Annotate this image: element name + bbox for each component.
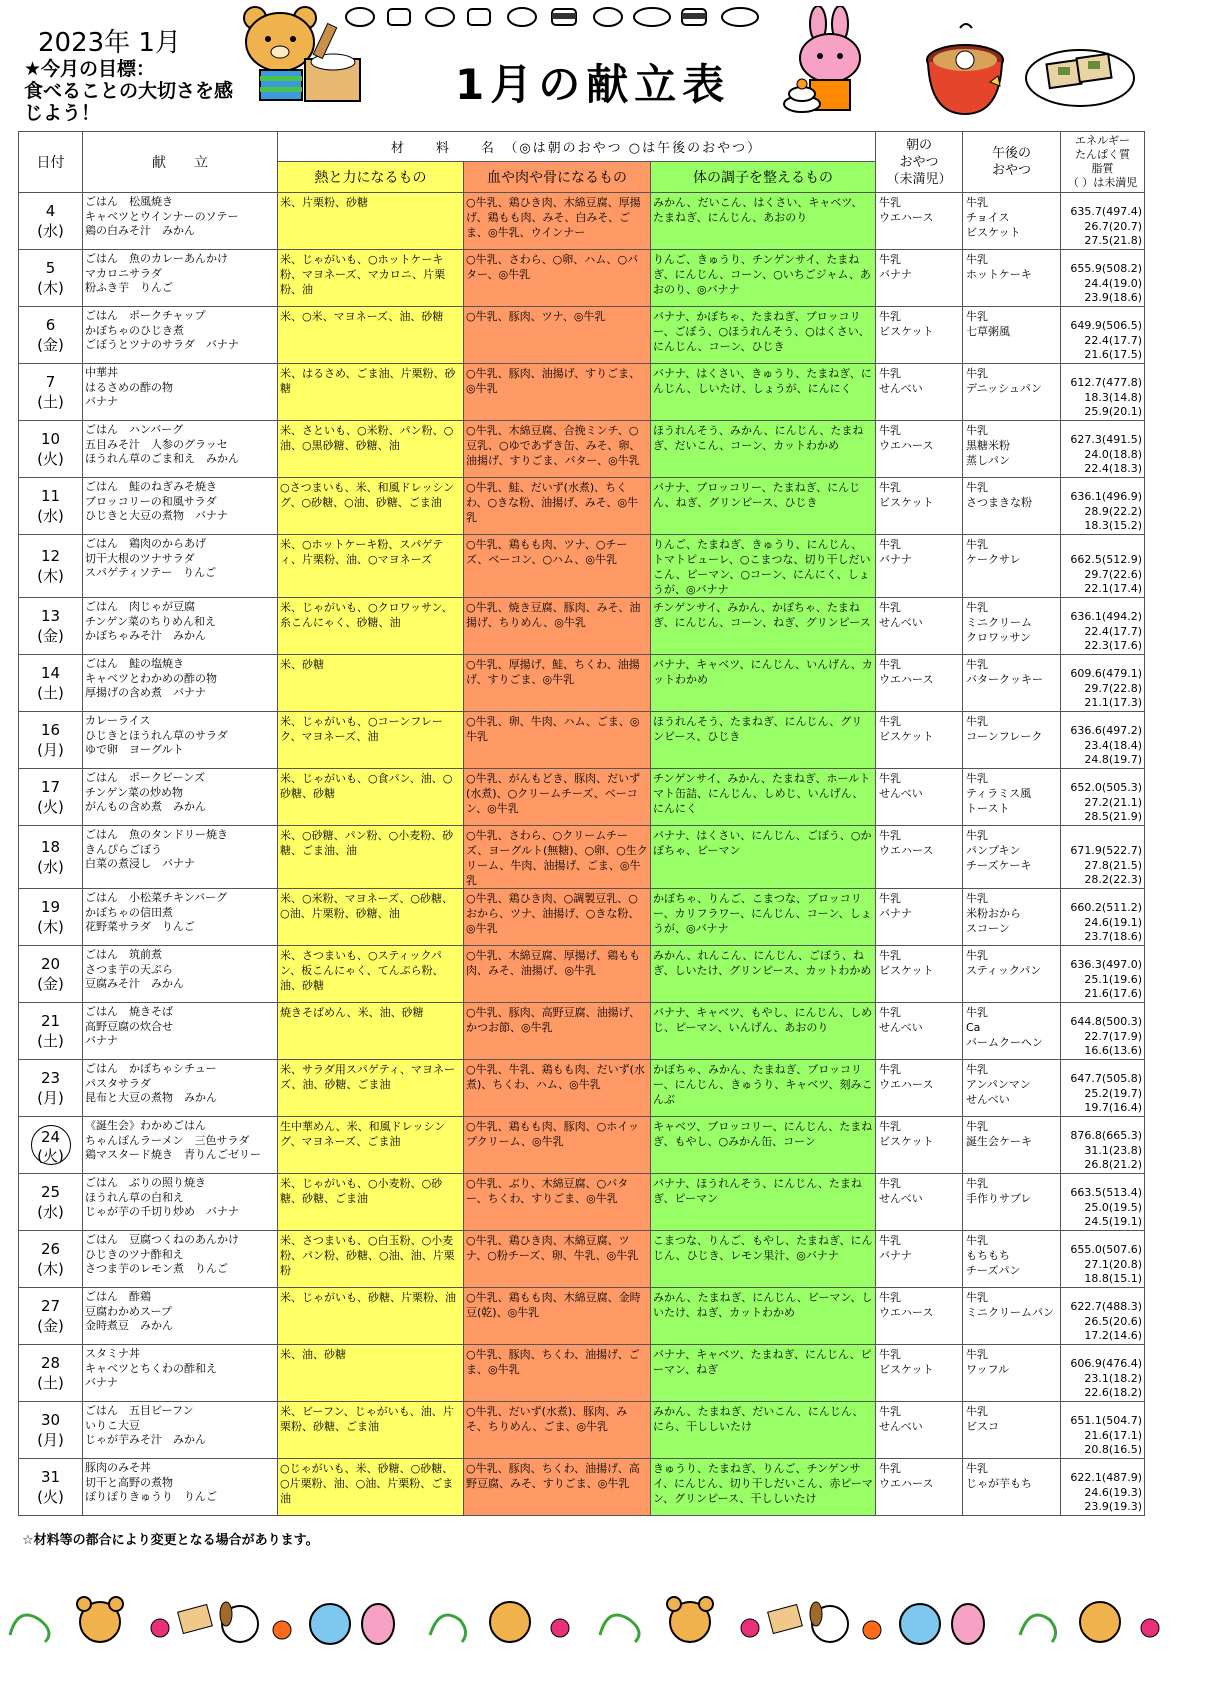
morning-snack-cell: 牛乳 ウエハース (876, 655, 963, 712)
menu-row (19, 1174, 1145, 1231)
condition-food-cell: バナナ、かぼちゃ、たまねぎ、ブロッコリー、ごぼう、○ほうれんそう、○はくさい、にんじん、コーン、ひじき (651, 307, 876, 364)
menu-row (19, 826, 1145, 889)
morning-snack-cell: 牛乳 ウエハース (876, 1288, 963, 1345)
body-food-cell: ○牛乳、豚肉、ちくわ、油揚げ、高野豆腐、みそ、すりごま、◎牛乳 (464, 1459, 651, 1516)
day-number: 31 (40, 1468, 61, 1486)
energy-food-cell: 米、ビーフン、じゃがいも、油、片栗粉、砂糖、ごま油 (278, 1402, 464, 1459)
condition-food-cell: バナナ、キャベツ、たまねぎ、にんじん、ピーマン、ねぎ (651, 1345, 876, 1402)
nutrition-cell: 609.6(479.1) 29.7(22.8) 21.1(17.3) (1061, 655, 1145, 712)
day-of-week: (土) (37, 684, 64, 702)
day-of-week: (木) (37, 918, 64, 936)
rabbit-kagami-mochi-illustration (780, 6, 880, 124)
day-of-week: (土) (37, 1032, 64, 1050)
menu-row (19, 1288, 1145, 1345)
nutrition-cell: 647.7(505.8) 25.2(19.7) 19.7(16.4) (1061, 1060, 1145, 1117)
menu-row (19, 1231, 1145, 1288)
energy-food-cell: 米、○米、マヨネーズ、油、砂糖 (278, 307, 464, 364)
menu-cell: ごはん 筑前煮 さつま芋の天ぷら 豆腐みそ汁 みかん (83, 946, 278, 1003)
afternoon-snack-cell: 牛乳 ティラミス風 トースト (963, 769, 1061, 826)
day-number: 25 (40, 1183, 61, 1201)
body-food-cell: ○牛乳、鶏もも肉、木綿豆腐、金時豆(乾)、◎牛乳 (464, 1288, 651, 1345)
energy-food-cell: 米、さつまいも、○スティックパン、板こんにゃく、てんぷら粉、油、砂糖 (278, 946, 464, 1003)
goal-text: 食べることの大切さを感じよう！ (24, 80, 234, 124)
condition-food-cell: チンゲンサイ、みかん、かぼちゃ、たまねぎ、にんじん、コーン、ねぎ、グリンピース (651, 598, 876, 655)
energy-food-cell: 米、じゃがいも、○クロワッサン、糸こんにゃく、砂糖、油 (278, 598, 464, 655)
date-cell (19, 655, 83, 712)
morning-snack-cell: 牛乳 バナナ (876, 250, 963, 307)
mochi-garland-illustration (342, 4, 772, 30)
day-of-week: (月) (37, 1431, 64, 1449)
menu-row (19, 1459, 1145, 1516)
energy-food-cell: 米、○米粉、マヨネーズ、○砂糖、○油、片栗粉、砂糖、油 (278, 889, 464, 946)
day-number: 14 (40, 664, 61, 682)
date-label (19, 1068, 82, 1108)
morning-snack-cell: 牛乳 せんべい (876, 1402, 963, 1459)
afternoon-snack-cell: 牛乳 ケークサレ (963, 535, 1061, 598)
afternoon-snack-cell: 牛乳 バタークッキー (963, 655, 1061, 712)
afternoon-snack-cell: 牛乳 七草粥風 (963, 307, 1061, 364)
day-of-week: (月) (37, 1089, 64, 1107)
date-label (19, 1467, 82, 1507)
nutrition-cell: 644.8(500.3) 22.7(17.9) 16.6(13.6) (1061, 1003, 1145, 1060)
condition-food-cell: キャベツ、ブロッコリー、にんじん、たまねぎ、もやし、○みかん缶、コーン (651, 1117, 876, 1174)
menu-row (19, 1345, 1145, 1402)
date-label (19, 1182, 82, 1222)
energy-food-cell: 米、サラダ用スパゲティ、マヨネーズ、油、砂糖、ごま油 (278, 1060, 464, 1117)
menu-cell: ごはん 肉じゃが豆腐 チンゲン菜のちりめん和え かぼちゃみそ汁 みかん (83, 598, 278, 655)
body-food-cell: ○牛乳、牛乳、鶏もも肉、だいず(水煮)、ちくわ、ハム、◎牛乳 (464, 1060, 651, 1117)
nutrition-cell: 671.9(522.7) 27.8(21.5) 28.2(22.3) (1061, 826, 1145, 889)
menu-cell: ごはん 鮭のねぎみそ焼き ブロッコリーの和風サラダ ひじきと大豆の煮物 バナナ (83, 478, 278, 535)
body-food-cell: ○牛乳、鮭、だいず(水煮)、ちくわ、○きな粉、油揚げ、みそ、◎牛乳 (464, 478, 651, 535)
menu-cell: ごはん 酢鶏 豆腐わかめスープ 金時煮豆 みかん (83, 1288, 278, 1345)
afternoon-snack-cell: 牛乳 デニッシュパン (963, 364, 1061, 421)
day-of-week: (水) (37, 222, 64, 240)
energy-food-cell: 米、じゃがいも、砂糖、片栗粉、油 (278, 1288, 464, 1345)
condition-food-cell: みかん、れんこん、にんじん、ごぼう、ねぎ、しいたけ、グリンピース、カットわかめ (651, 946, 876, 1003)
menu-cell: ごはん 五目ビーフン いりこ大豆 じゃが芋みそ汁 みかん (83, 1402, 278, 1459)
date-cell (19, 598, 83, 655)
menu-row (19, 712, 1145, 769)
energy-food-cell: 米、じゃがいも、○ホットケーキ粉、マヨネーズ、マカロニ、片栗粉、油 (278, 250, 464, 307)
date-cell (19, 1231, 83, 1288)
body-food-cell: ○牛乳、さわら、○卵、ハム、○バター、◎牛乳 (464, 250, 651, 307)
day-number: 21 (40, 1012, 61, 1030)
menu-table-body (19, 193, 1145, 1516)
body-food-cell: ○牛乳、豚肉、油揚げ、すりごま、◎牛乳 (464, 364, 651, 421)
day-of-week: (木) (37, 567, 64, 585)
afternoon-snack-cell: 牛乳 ホットケーキ (963, 250, 1061, 307)
afternoon-snack-cell: 牛乳 じゃが芋もち (963, 1459, 1061, 1516)
body-food-cell: ○牛乳、豚肉、高野豆腐、油揚げ、かつお節、◎牛乳 (464, 1003, 651, 1060)
day-number: 19 (40, 898, 61, 916)
morning-snack-cell: 牛乳 ウエハース (876, 193, 963, 250)
date-cell (19, 364, 83, 421)
morning-snack-cell: 牛乳 ビスケット (876, 478, 963, 535)
date-label (19, 1353, 82, 1393)
menu-row (19, 655, 1145, 712)
day-of-week: (火) (37, 450, 64, 468)
condition-food-cell: みかん、たまねぎ、だいこん、にんじん、にら、干ししいたけ (651, 1402, 876, 1459)
day-number: 7 (45, 373, 56, 391)
morning-snack-cell: 牛乳 ビスケット (876, 307, 963, 364)
body-food-cell: ○牛乳、豚肉、ツナ、◎牛乳 (464, 307, 651, 364)
morning-snack-cell: 牛乳 せんべい (876, 1174, 963, 1231)
nutrition-cell: 876.8(665.3) 31.1(23.8) 26.8(21.2) (1061, 1117, 1145, 1174)
day-of-week: (金) (37, 975, 64, 993)
date-cell (19, 250, 83, 307)
morning-snack-cell: 牛乳 せんべい (876, 1003, 963, 1060)
header-date: 日付 (19, 132, 83, 193)
morning-snack-cell: 牛乳 バナナ (876, 535, 963, 598)
birthday-date-circle (31, 1125, 71, 1165)
date-cell (19, 946, 83, 1003)
day-of-week: (木) (37, 1260, 64, 1278)
month-heading: 2023年 1月 (38, 28, 181, 58)
body-food-cell: ○牛乳、鶏もも肉、ツナ、○チーズ、ベーコン、○ハム、◎牛乳 (464, 535, 651, 598)
date-cell (19, 193, 83, 250)
date-cell (19, 1060, 83, 1117)
date-label (19, 429, 82, 469)
body-food-cell: ○牛乳、鶏ひき肉、木綿豆腐、ツナ、○粉チーズ、卵、牛乳、◎牛乳 (464, 1231, 651, 1288)
day-of-week: (火) (37, 1488, 64, 1506)
date-cell (19, 421, 83, 478)
energy-food-cell: 米、はるさめ、ごま油、片栗粉、砂糖 (278, 364, 464, 421)
morning-snack-cell: 牛乳 せんべい (876, 769, 963, 826)
body-food-cell: ○牛乳、木綿豆腐、合挽ミンチ、○豆乳、○ゆであずき缶、みそ、卵、油揚げ、すりごま、バター、◎牛乳 (464, 421, 651, 478)
energy-food-cell: ○さつまいも、米、和風ドレッシング、○砂糖、○油、砂糖、ごま油 (278, 478, 464, 535)
condition-food-cell: りんご、きゅうり、チンゲンサイ、たまねぎ、にんじん、コーン、○いちごジャム、あおのり、◎バナナ (651, 250, 876, 307)
menu-cell: ごはん ハンバーグ 五目みそ汁 人参のグラッセ ほうれん草のごま和え みかん (83, 421, 278, 478)
date-label (19, 777, 82, 817)
day-of-week: (金) (37, 336, 64, 354)
footer-note: ☆材料等の都合により変更となる場合があります。 (22, 1533, 319, 1548)
menu-cell: ごはん かぼちゃシチュー パスタサラダ 昆布と大豆の煮物 みかん (83, 1060, 278, 1117)
morning-snack-cell: 牛乳 ウエハース (876, 1459, 963, 1516)
day-number: 10 (40, 430, 61, 448)
menu-cell: ごはん ぶりの照り焼き ほうれん草の白和え じゃが芋の千切り炒め バナナ (83, 1174, 278, 1231)
nutrition-cell: 612.7(477.8) 18.3(14.8) 25.9(20.1) (1061, 364, 1145, 421)
day-number: 12 (40, 547, 61, 565)
body-food-cell: ○牛乳、がんもどき、豚肉、だいず(水煮)、○クリームチーズ、ベーコン、◎牛乳 (464, 769, 651, 826)
date-label (19, 897, 82, 937)
header-body-food: 血や肉や骨になるもの (464, 162, 651, 193)
menu-cell: ごはん 焼きそば 高野豆腐の炊合せ バナナ (83, 1003, 278, 1060)
morning-snack-cell: 牛乳 ウエハース (876, 1060, 963, 1117)
menu-cell: ごはん ポークチャップ かぼちゃのひじき煮 ごぼうとツナのサラダ バナナ (83, 307, 278, 364)
date-label (19, 372, 82, 412)
condition-food-cell: バナナ、キャベツ、にんじん、いんげん、カットわかめ (651, 655, 876, 712)
date-cell (19, 1345, 83, 1402)
day-of-week: (水) (37, 858, 64, 876)
nutrition-cell: 636.1(494.2) 22.4(17.7) 22.3(17.6) (1061, 598, 1145, 655)
menu-cell: ごはん 魚のタンドリー焼き きんぴらごぼう 白菜の煮浸し バナナ (83, 826, 278, 889)
day-number: 6 (45, 316, 56, 334)
menu-row (19, 250, 1145, 307)
afternoon-snack-cell: 牛乳 ミニクリームパン (963, 1288, 1061, 1345)
nutrition-cell: 627.3(491.5) 24.0(18.8) 22.4(18.3) (1061, 421, 1145, 478)
date-cell (19, 1003, 83, 1060)
header-afternoon-snack: 午後の おやつ (963, 132, 1061, 193)
day-of-week: (火) (37, 1146, 64, 1165)
footer-animals-illustration (0, 1580, 1220, 1660)
condition-food-cell: きゅうり、たまねぎ、りんご、チンゲンサイ、にんじん、切り干しだいこん、赤ピーマン、グリンピース、干ししいたけ (651, 1459, 876, 1516)
nutrition-cell: 652.0(505.3) 27.2(21.1) 28.5(21.9) (1061, 769, 1145, 826)
afternoon-snack-cell: 牛乳 黒糖米粉 蒸しパン (963, 421, 1061, 478)
condition-food-cell: りんご、たまねぎ、きゅうり、にんじん、トマトピューレ、○こまつな、切り干しだいこん、ピーマン、○コーン、にんにく、しょうが、◎バナナ (651, 535, 876, 598)
menu-row (19, 421, 1145, 478)
day-number: 5 (45, 259, 56, 277)
header-condition-food: 体の調子を整えるもの (651, 162, 876, 193)
energy-food-cell: 米、さといも、○米粉、パン粉、○油、○黒砂糖、砂糖、油 (278, 421, 464, 478)
body-food-cell: ○牛乳、豚肉、ちくわ、油揚げ、ごま、◎牛乳 (464, 1345, 651, 1402)
condition-food-cell: バナナ、キャベツ、もやし、にんじん、しめじ、ピーマン、いんげん、あおのり (651, 1003, 876, 1060)
date-cell (19, 889, 83, 946)
condition-food-cell: かぼちゃ、みかん、たまねぎ、ブロッコリー、にんじん、きゅうり、キャベツ、刻みこんぶ (651, 1060, 876, 1117)
energy-food-cell: 米、油、砂糖 (278, 1345, 464, 1402)
menu-cell: ごはん 魚のカレーあんかけ マカロニサラダ 粉ふき芋 りんご (83, 250, 278, 307)
day-of-week: (木) (37, 279, 64, 297)
energy-food-cell: 米、じゃがいも、○コーンフレーク、マヨネーズ、油 (278, 712, 464, 769)
morning-snack-cell: 牛乳 バナナ (876, 1231, 963, 1288)
energy-food-cell: 米、片栗粉、砂糖 (278, 193, 464, 250)
date-cell (19, 1117, 83, 1174)
date-cell (19, 712, 83, 769)
nutrition-cell: 622.1(487.9) 24.6(19.3) 23.9(19.3) (1061, 1459, 1145, 1516)
morning-snack-cell: 牛乳 ビスケット (876, 712, 963, 769)
goal-label: ★今月の目標： (24, 58, 156, 80)
day-of-week: (火) (37, 798, 64, 816)
date-label (19, 258, 82, 298)
nutrition-cell: 651.1(504.7) 21.6(17.1) 20.8(16.5) (1061, 1402, 1145, 1459)
date-label (19, 1410, 82, 1450)
morning-snack-cell: 牛乳 せんべい (876, 598, 963, 655)
date-label (19, 201, 82, 241)
day-number: 20 (40, 955, 61, 973)
afternoon-snack-cell: 牛乳 ワッフル (963, 1345, 1061, 1402)
menu-row (19, 1003, 1145, 1060)
date-cell (19, 826, 83, 889)
day-of-week: (水) (37, 1203, 64, 1221)
morning-snack-cell: 牛乳 ビスケット (876, 946, 963, 1003)
afternoon-snack-cell: 牛乳 アンパンマン せんべい (963, 1060, 1061, 1117)
date-label (19, 720, 82, 760)
date-label (19, 837, 82, 877)
menu-row (19, 478, 1145, 535)
nutrition-cell: 606.9(476.4) 23.1(18.2) 22.6(18.2) (1061, 1345, 1145, 1402)
date-label (19, 486, 82, 526)
header-morning-snack: 朝の おやつ （未満児） (876, 132, 963, 193)
date-cell (19, 769, 83, 826)
monthly-goal (24, 58, 234, 124)
menu-cell: ごはん 小松菜チキンバーグ かぼちゃの信田煮 花野菜サラダ りんご (83, 889, 278, 946)
condition-food-cell: みかん、たまねぎ、にんじん、ピーマン、しいたけ、ねぎ、カットわかめ (651, 1288, 876, 1345)
afternoon-snack-cell: 牛乳 Ca バームクーヘン (963, 1003, 1061, 1060)
afternoon-snack-cell: 牛乳 スティックパン (963, 946, 1061, 1003)
condition-food-cell: バナナ、ほうれんそう、にんじん、たまねぎ、ピーマン (651, 1174, 876, 1231)
day-of-week: (土) (37, 1374, 64, 1392)
date-label (19, 1296, 82, 1336)
nutrition-cell: 636.3(497.0) 25.1(19.6) 21.6(17.6) (1061, 946, 1145, 1003)
afternoon-snack-cell: 牛乳 ミニクリーム クロワッサン (963, 598, 1061, 655)
morning-snack-cell: 牛乳 ウエハース (876, 421, 963, 478)
body-food-cell: ○牛乳、ぶり、木綿豆腐、○バター、ちくわ、すりごま、◎牛乳 (464, 1174, 651, 1231)
morning-snack-cell: 牛乳 ビスケット (876, 1117, 963, 1174)
menu-row (19, 769, 1145, 826)
body-food-cell: ○牛乳、厚揚げ、鮭、ちくわ、油揚げ、すりごま、◎牛乳 (464, 655, 651, 712)
afternoon-snack-cell: 牛乳 手作りサブレ (963, 1174, 1061, 1231)
menu-cell: ごはん ポークビーンズ チンゲン菜の炒め物 がんもの含め煮 みかん (83, 769, 278, 826)
date-label (19, 663, 82, 703)
page-title: 1月の献立表 (455, 60, 731, 109)
condition-food-cell: みかん、だいこん、はくさい、キャベツ、たまねぎ、にんじん、あおのり (651, 193, 876, 250)
body-food-cell: ○牛乳、だいず(水煮)、豚肉、みそ、ちりめん、ごま、◎牛乳 (464, 1402, 651, 1459)
menu-cell: ごはん 鶏肉のからあげ 切干大根のツナサラダ スパゲティソテー りんご (83, 535, 278, 598)
date-cell (19, 1174, 83, 1231)
energy-food-cell: 米、○ホットケーキ粉、スパゲティ、片栗粉、油、○マヨネーズ (278, 535, 464, 598)
energy-food-cell: ○じゃがいも、米、砂糖、○砂糖、○片栗粉、油、○油、片栗粉、ごま油 (278, 1459, 464, 1516)
condition-food-cell: バナナ、ブロッコリー、たまねぎ、にんじん、ねぎ、グリンピース、ひじき (651, 478, 876, 535)
nutrition-cell: 663.5(513.4) 25.0(19.5) 24.5(19.1) (1061, 1174, 1145, 1231)
day-number: 24 (40, 1127, 61, 1146)
morning-snack-cell: 牛乳 せんべい (876, 364, 963, 421)
day-number: 13 (40, 607, 61, 625)
energy-food-cell: 焼きそばめん、米、油、砂糖 (278, 1003, 464, 1060)
day-number: 11 (40, 487, 61, 505)
afternoon-snack-cell: 牛乳 誕生会ケーキ (963, 1117, 1061, 1174)
menu-cell: カレーライス ひじきとほうれん草のサラダ ゆで卵 ヨーグルト (83, 712, 278, 769)
menu-cell: 豚肉のみそ丼 切干と高野の煮物 ぽりぽりきゅうり りんご (83, 1459, 278, 1516)
date-cell (19, 1288, 83, 1345)
condition-food-cell: バナナ、はくさい、きゅうり、たまねぎ、にんじん、しいたけ、しょうが、にんにく (651, 364, 876, 421)
menu-row (19, 307, 1145, 364)
menu-row (19, 364, 1145, 421)
menu-table (18, 131, 1145, 1516)
energy-food-cell: 生中華めん、米、和風ドレッシング、マヨネーズ、ごま油 (278, 1117, 464, 1174)
date-label (19, 606, 82, 646)
energy-food-cell: 米、じゃがいも、○小麦粉、○砂糖、砂糖、ごま油 (278, 1174, 464, 1231)
menu-cell: ごはん 鮭の塩焼き キャベツとわかめの酢の物 厚揚げの含め煮 バナナ (83, 655, 278, 712)
nutrition-cell: 660.2(511.2) 24.6(19.1) 23.7(18.6) (1061, 889, 1145, 946)
nutrition-cell: 655.0(507.6) 27.1(20.8) 18.8(15.1) (1061, 1231, 1145, 1288)
day-number: 18 (40, 838, 61, 856)
menu-row (19, 535, 1145, 598)
date-cell (19, 535, 83, 598)
date-cell (19, 1402, 83, 1459)
date-label (19, 954, 82, 994)
nutrition-cell: 636.1(496.9) 28.9(22.2) 18.3(15.2) (1061, 478, 1145, 535)
day-number: 16 (40, 721, 61, 739)
menu-row (19, 889, 1145, 946)
body-food-cell: ○牛乳、鶏もも肉、豚肉、○ホイップクリーム、◎牛乳 (464, 1117, 651, 1174)
day-number: 4 (45, 202, 56, 220)
nutrition-cell: 662.5(512.9) 29.7(22.6) 22.1(17.4) (1061, 535, 1145, 598)
nutrition-cell: 622.7(488.3) 26.5(20.6) 17.2(14.6) (1061, 1288, 1145, 1345)
condition-food-cell: かぼちゃ、りんご、こまつな、ブロッコリー、カリフラワー、にんじん、コーン、しょうが、◎バナナ (651, 889, 876, 946)
ozoni-soup-illustration (920, 22, 1010, 122)
day-of-week: (水) (37, 507, 64, 525)
day-of-week: (月) (37, 741, 64, 759)
menu-cell: ごはん 松風焼き キャベツとウインナーのソテー 鶏の白みそ汁 みかん (83, 193, 278, 250)
date-label (19, 315, 82, 355)
body-food-cell: ○牛乳、卵、牛肉、ハム、ごま、◎牛乳 (464, 712, 651, 769)
date-cell (19, 1459, 83, 1516)
menu-row (19, 1402, 1145, 1459)
menu-row (19, 193, 1145, 250)
afternoon-snack-cell: 牛乳 ビスコ (963, 1402, 1061, 1459)
condition-food-cell: ほうれんそう、たまねぎ、にんじん、グリンピース、ひじき (651, 712, 876, 769)
header-nutrition: エネルギー たんぱく質 脂質 （ ）は未満児 (1061, 132, 1145, 193)
condition-food-cell: バナナ、はくさい、にんじん、ごぼう、○かぼちゃ、ピーマン (651, 826, 876, 889)
menu-cell: スタミナ丼 キャベツとちくわの酢和え バナナ (83, 1345, 278, 1402)
energy-food-cell: 米、じゃがいも、○食パン、油、○砂糖、砂糖 (278, 769, 464, 826)
afternoon-snack-cell: 牛乳 米粉おから スコーン (963, 889, 1061, 946)
menu-row (19, 1060, 1145, 1117)
afternoon-snack-cell: 牛乳 コーンフレーク (963, 712, 1061, 769)
date-label (19, 1011, 82, 1051)
date-cell (19, 307, 83, 364)
afternoon-snack-cell: 牛乳 チョイス ビスケット (963, 193, 1061, 250)
body-food-cell: ○牛乳、鶏ひき肉、○調製豆乳、○おから、ツナ、油揚げ、○きな粉、◎牛乳 (464, 889, 651, 946)
day-of-week: (金) (37, 627, 64, 645)
morning-snack-cell: 牛乳 バナナ (876, 889, 963, 946)
condition-food-cell: チンゲンサイ、みかん、たまねぎ、ホールトマト缶詰、にんじん、しめじ、いんげん、にんにく (651, 769, 876, 826)
body-food-cell: ○牛乳、鶏ひき肉、木綿豆腐、厚揚げ、鶏もも肉、みそ、白みそ、ごま、◎牛乳、ウインナー (464, 193, 651, 250)
condition-food-cell: こまつな、りんご、もやし、たまねぎ、にんじん、ひじき、レモン果汁、◎バナナ (651, 1231, 876, 1288)
menu-row (19, 1117, 1145, 1174)
date-label (19, 1239, 82, 1279)
nutrition-cell: 636.6(497.2) 23.4(18.4) 24.8(19.7) (1061, 712, 1145, 769)
nutrition-cell: 655.9(508.2) 24.4(19.0) 23.9(18.6) (1061, 250, 1145, 307)
body-food-cell: ○牛乳、さわら、○クリームチーズ、ヨーグルト(無糖)、○卵、○生クリーム、牛肉、油揚げ、ごま、◎牛乳 (464, 826, 651, 889)
header-ingredients: 材 料 名 （◎は朝のおやつ ○は午後のおやつ） (278, 132, 876, 162)
day-number: 27 (40, 1297, 61, 1315)
energy-food-cell: 米、砂糖 (278, 655, 464, 712)
mochi-plate-illustration (1024, 40, 1136, 110)
day-number: 30 (40, 1411, 61, 1429)
date-label (19, 546, 82, 586)
day-number: 23 (40, 1069, 61, 1087)
day-number: 26 (40, 1240, 61, 1258)
day-of-week: (土) (37, 393, 64, 411)
afternoon-snack-cell: 牛乳 もちもち チーズパン (963, 1231, 1061, 1288)
body-food-cell: ○牛乳、焼き豆腐、豚肉、みそ、油揚げ、ちりめん、◎牛乳 (464, 598, 651, 655)
header-menu: 献 立 (83, 132, 278, 193)
nutrition-cell: 635.7(497.4) 26.7(20.7) 27.5(21.8) (1061, 193, 1145, 250)
menu-cell: ごはん 豆腐つくねのあんかけ ひじきのツナ酢和え さつま芋のレモン煮 りんご (83, 1231, 278, 1288)
morning-snack-cell: 牛乳 ウエハース (876, 826, 963, 889)
day-number: 17 (40, 778, 61, 796)
menu-cell: 中華丼 はるさめの酢の物 バナナ (83, 364, 278, 421)
afternoon-snack-cell: 牛乳 さつまきな粉 (963, 478, 1061, 535)
menu-cell: 《誕生会》わかめごはん ちゃんぽんラーメン 三色サラダ 鶏マスタード焼き 青りんごゼリー (83, 1117, 278, 1174)
nutrition-cell: 649.9(506.5) 22.4(17.7) 21.6(17.5) (1061, 307, 1145, 364)
menu-row (19, 598, 1145, 655)
date-cell (19, 478, 83, 535)
morning-snack-cell: 牛乳 ビスケット (876, 1345, 963, 1402)
day-of-week: (金) (37, 1317, 64, 1335)
energy-food-cell: 米、さつまいも、○白玉粉、○小麦粉、パン粉、砂糖、○油、油、片栗粉 (278, 1231, 464, 1288)
body-food-cell: ○牛乳、木綿豆腐、厚揚げ、鶏もも肉、みそ、油揚げ、◎牛乳 (464, 946, 651, 1003)
menu-row (19, 946, 1145, 1003)
day-number: 28 (40, 1354, 61, 1372)
energy-food-cell: 米、○砂糖、パン粉、○小麦粉、砂糖、ごま油、油 (278, 826, 464, 889)
afternoon-snack-cell: 牛乳 パンプキン チーズケーキ (963, 826, 1061, 889)
condition-food-cell: ほうれんそう、みかん、にんじん、たまねぎ、だいこん、コーン、カットわかめ (651, 421, 876, 478)
header-energy-food: 熱と力になるもの (278, 162, 464, 193)
